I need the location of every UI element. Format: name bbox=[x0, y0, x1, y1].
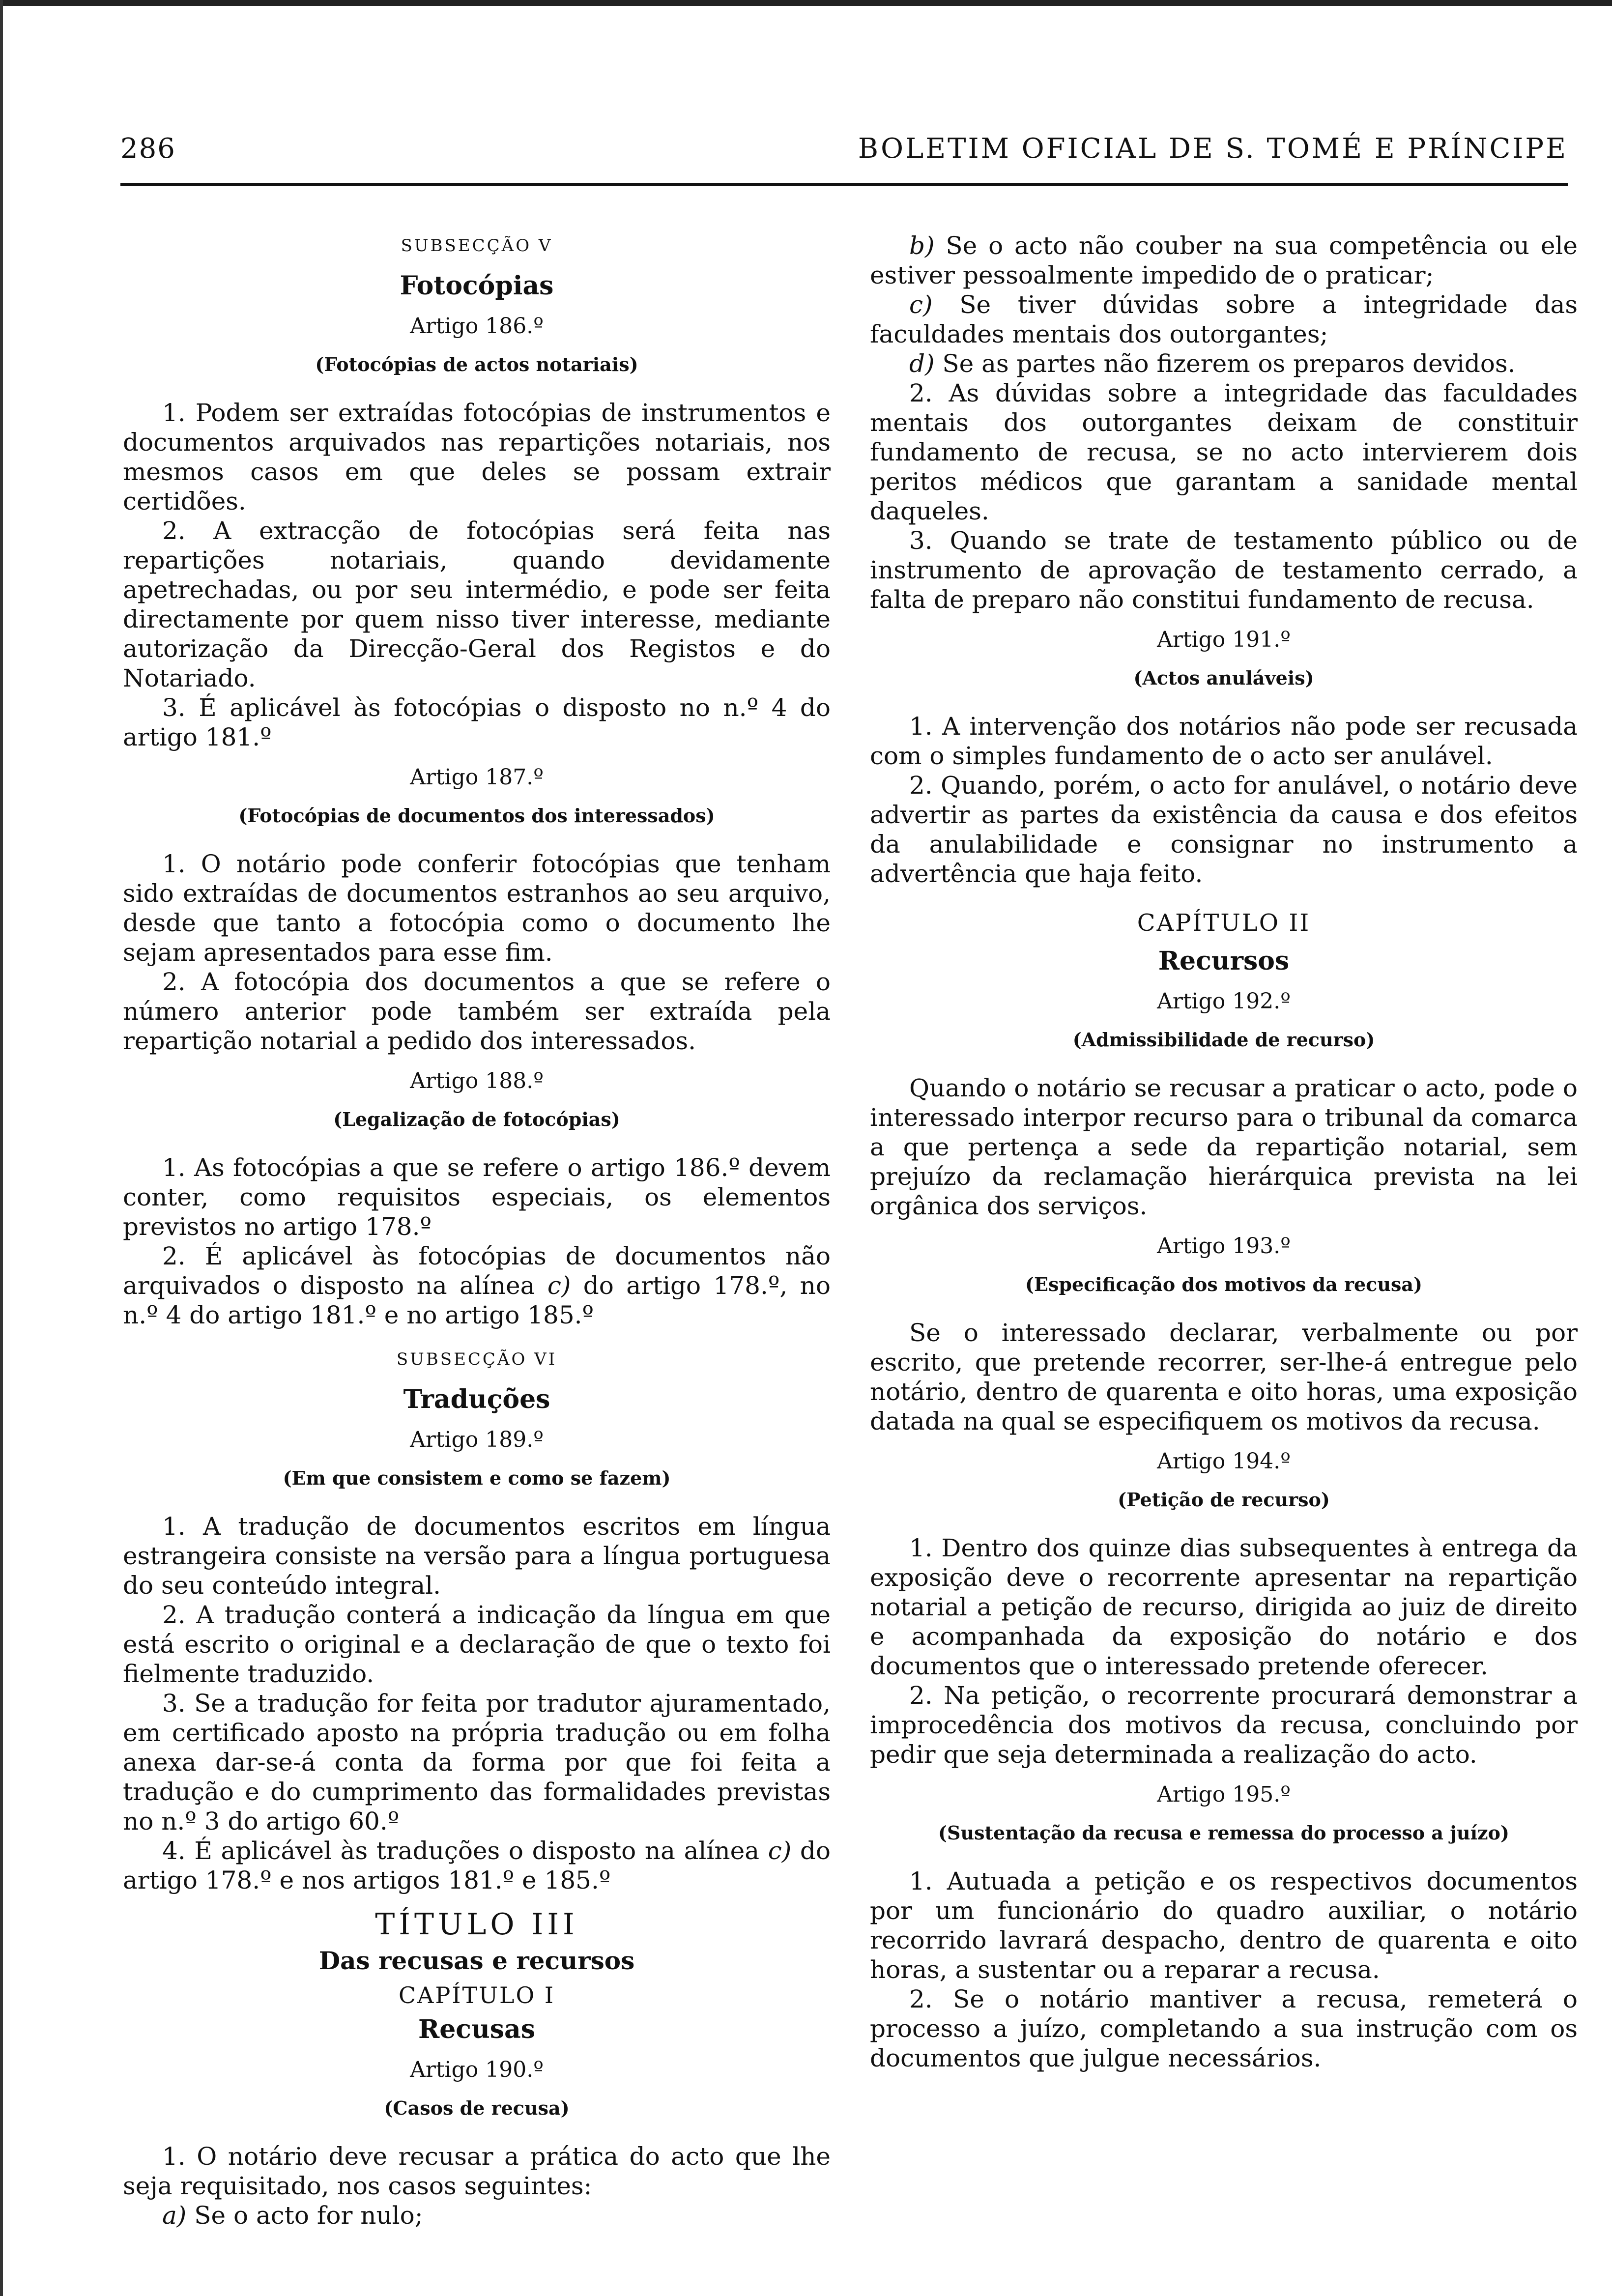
paragraph bbox=[123, 1241, 831, 1330]
paragraph bbox=[123, 1836, 831, 1895]
article-heading: Artigo 194.º bbox=[1157, 1449, 1291, 1474]
chapter-title: Recursos bbox=[1158, 946, 1290, 976]
paragraph: 2. A tradução conterá a indicação da língua em que está escrito o original e a declaração de que o texto foi fielmente traduzido. bbox=[123, 1601, 831, 1688]
right-column bbox=[870, 231, 1578, 2073]
article-rubric: (Fotocópias de actos notariais) bbox=[315, 353, 638, 375]
paragraph-text: 2. É aplicável às fotocópias de documentos não arquivados o disposto na alínea bbox=[123, 1242, 831, 1300]
item-letter: c) bbox=[547, 1271, 571, 1300]
list-item bbox=[870, 290, 1578, 349]
paragraph: 2. A extracção de fotocópias será feita nas repartições notariais, quando devidamente apetrechadas, ou por seu intermédio, e pode ser feita directamente por quem nisso tiver interesse, mediante autorização da Direcção-Geral dos Registos e do Notariado. bbox=[123, 517, 831, 692]
article-heading: Artigo 190.º bbox=[410, 2057, 544, 2082]
item-text: Se tiver dúvidas sobre a integridade das faculdades mentais dos outorgantes; bbox=[870, 290, 1578, 348]
item-text: Se o acto for nulo; bbox=[186, 2201, 423, 2230]
item-text: Se as partes não fizerem os preparos devidos. bbox=[934, 349, 1516, 378]
title-heading: TÍTULO III bbox=[375, 1907, 578, 1942]
item-letter: c) bbox=[909, 290, 933, 319]
paragraph: 1. A intervenção dos notários não pode ser recusada com o simples fundamento de o acto ser anulável. bbox=[870, 712, 1578, 770]
header-rule bbox=[120, 183, 1568, 186]
article-rubric: (Actos anuláveis) bbox=[1133, 667, 1314, 689]
paragraph: 1. Autuada a petição e os respectivos documentos por um funcionário do quadro auxiliar, o notário recorrido lavrará despacho, dentro de quarenta e oito horas, a sustentar ou a reparar a recusa. bbox=[870, 1867, 1578, 1984]
article-heading: Artigo 195.º bbox=[1157, 1782, 1291, 1807]
article-rubric: (Petição de recurso) bbox=[1118, 1489, 1330, 1511]
paragraph: 1. O notário deve recusar a prática do acto que lhe seja requisitado, nos casos seguintes: bbox=[123, 2142, 831, 2200]
paragraph: 3. É aplicável às fotocópias o disposto no n.º 4 do artigo 181.º bbox=[123, 693, 831, 751]
paragraph: 2. Se o notário mantiver a recusa, remeterá o processo a juízo, completando a sua instrução com os documentos que julgue necessários. bbox=[870, 1985, 1578, 2072]
article-heading: Artigo 189.º bbox=[410, 1427, 544, 1452]
list-item bbox=[870, 231, 1578, 290]
paragraph: 1. As fotocópias a que se refere o artigo 186.º devem conter, como requisitos especiais, os elementos previstos no artigo 178.º bbox=[123, 1153, 831, 1241]
list-item bbox=[123, 2201, 831, 2230]
left-border bbox=[0, 0, 3, 2296]
page-number: 286 bbox=[120, 133, 176, 165]
article-heading: Artigo 187.º bbox=[410, 765, 544, 790]
article-rubric: (Fotocópias de documentos dos interessados) bbox=[238, 804, 715, 827]
section-title: Traduções bbox=[403, 1384, 550, 1414]
item-letter: a) bbox=[162, 2201, 187, 2230]
article-heading: Artigo 191.º bbox=[1157, 627, 1291, 652]
section-title: Fotocópias bbox=[400, 271, 554, 301]
title-subheading: Das recusas e recursos bbox=[318, 1946, 635, 1975]
chapter-title: Recusas bbox=[418, 2014, 535, 2044]
item-text: Se o acto não couber na sua competência ou ele estiver pessoalmente impedido de o praticar; bbox=[870, 231, 1578, 289]
article-rubric: (Casos de recusa) bbox=[384, 2097, 570, 2119]
item-letter: d) bbox=[909, 349, 935, 378]
article-heading: Artigo 186.º bbox=[410, 314, 544, 339]
item-letter: b) bbox=[909, 231, 935, 260]
paragraph: 3. Se a tradução for feita por tradutor ajuramentado, em certificado aposto na própria tradução ou em folha anexa dar-se-á conta da forma por que foi feita a tradução e do cumprimento das formalidades previstas no n.º 3 do artigo 60.º bbox=[123, 1689, 831, 1836]
paragraph: 1. Podem ser extraídas fotocópias de instrumentos e documentos arquivados nas repartições notariais, nos mesmos casos em que deles se possam extrair certidões. bbox=[123, 399, 831, 516]
running-title: BOLETIM OFICIAL DE S. TOMÉ E PRÍNCIPE bbox=[858, 133, 1568, 165]
article-rubric: (Legalização de fotocópias) bbox=[333, 1108, 620, 1130]
paragraph: 3. Quando se trate de testamento público ou de instrumento de aprovação de testamento cerrado, a falta de preparo não constitui fundamento de recusa. bbox=[870, 526, 1578, 614]
subsection-heading: SUBSECÇÃO V bbox=[401, 236, 553, 256]
subsection-heading: SUBSECÇÃO VI bbox=[396, 1349, 557, 1369]
paragraph: Se o interessado declarar, verbalmente ou por escrito, que pretende recorrer, ser-lhe-á entregue pelo notário, dentro de quarenta e oito horas, uma exposição datada na qual se especifiquem os motivos da recusa. bbox=[870, 1319, 1578, 1435]
paragraph: 1. Dentro dos quinze dias subsequentes à entrega da exposição deve o recorrente apresentar na repartição notarial a petição de recurso, dirigida ao juiz de direito e acompanhada da exposição do notário e dos documentos que o interessado pretende oferecer. bbox=[870, 1534, 1578, 1680]
article-rubric: (Especificação dos motivos da recusa) bbox=[1025, 1273, 1422, 1295]
list-item bbox=[870, 349, 1578, 378]
paragraph: 1. A tradução de documentos escritos em língua estrangeira consiste na versão para a língua portuguesa do seu conteúdo integral. bbox=[123, 1512, 831, 1600]
chapter-heading: CAPÍTULO I bbox=[398, 1982, 555, 2009]
article-rubric: (Sustentação da recusa e remessa do processo a juízo) bbox=[938, 1822, 1509, 1844]
paragraph: 2. Na petição, o recorrente procurará demonstrar a improcedência dos motivos da recusa, concluindo por pedir que seja determinada a realização do acto. bbox=[870, 1681, 1578, 1769]
paragraph: 1. O notário pode conferir fotocópias que tenham sido extraídas de documentos estranhos ao seu arquivo, desde que tanto a fotocópia como o documento lhe sejam apresentados para esse fim. bbox=[123, 850, 831, 967]
paragraph: 2. As dúvidas sobre a integridade das faculdades mentais dos outorgantes deixam de constituir fundamento de recusa, se no acto intervierem dois peritos médicos que garantam a sanidade mental daqueles. bbox=[870, 379, 1578, 525]
paragraph: 2. Quando, porém, o acto for anulável, o notário deve advertir as partes da existência da causa e dos efeitos da anulabilidade e consignar no instrumento a advertência que haja feito. bbox=[870, 771, 1578, 888]
article-rubric: (Em que consistem e como se fazem) bbox=[283, 1467, 671, 1489]
paragraph: Quando o notário se recusar a praticar o acto, pode o interessado interpor recurso para o tribunal da comarca a que pertença a sede da repartição notarial, sem prejuízo da reclamação hierárquica prevista na lei orgânica dos serviços. bbox=[870, 1074, 1578, 1220]
left-column bbox=[123, 231, 831, 2230]
paragraph-text: do artigo 178.º e nos artigos 181.º e 185.º bbox=[123, 1837, 831, 1894]
paragraph: 2. A fotocópia dos documentos a que se refere o número anterior pode também ser extraída pela repartição notarial a pedido dos interessados. bbox=[123, 968, 831, 1055]
paragraph-text: do artigo 178.º, no n.º 4 do artigo 181.º e no artigo 185.º bbox=[123, 1271, 831, 1329]
item-letter: c) bbox=[768, 1837, 792, 1865]
article-heading: Artigo 188.º bbox=[410, 1068, 544, 1093]
paragraph-text: 4. É aplicável às traduções o disposto na alínea bbox=[162, 1837, 768, 1865]
chapter-heading: CAPÍTULO II bbox=[1137, 909, 1311, 937]
top-border bbox=[0, 0, 1612, 6]
article-heading: Artigo 192.º bbox=[1157, 989, 1291, 1014]
page-header bbox=[120, 133, 1568, 167]
article-heading: Artigo 193.º bbox=[1157, 1234, 1291, 1259]
article-rubric: (Admissibilidade de recurso) bbox=[1072, 1029, 1375, 1051]
